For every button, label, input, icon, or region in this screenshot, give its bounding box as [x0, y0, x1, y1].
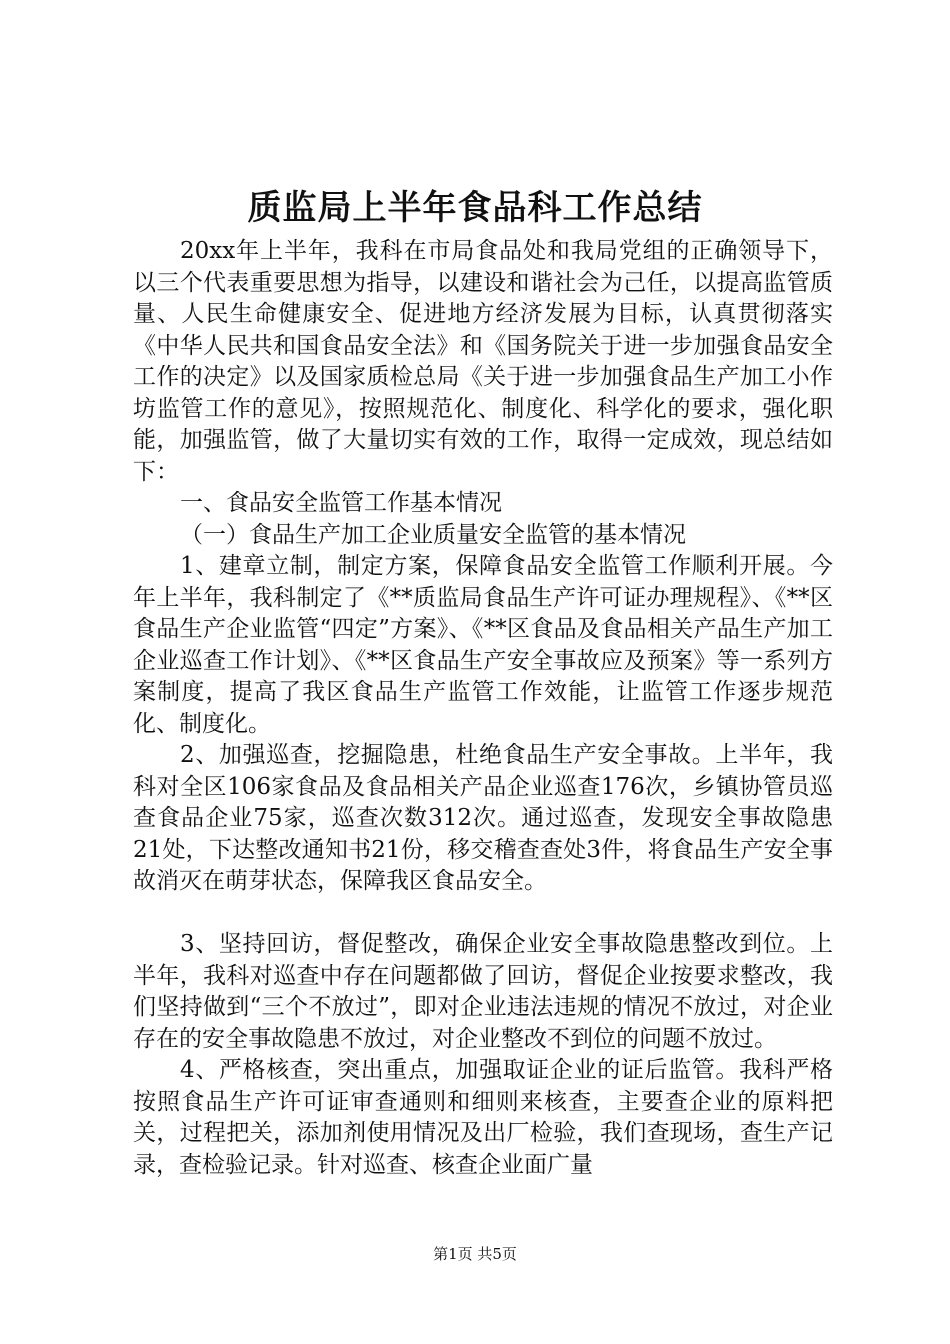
section-heading: 一、食品安全监管工作基本情况	[180, 490, 502, 516]
paragraph-intro: 20xx年上半年，我科在市局食品处和我局党组的正确领导下，以三个代表重要思想为指导，以建设和谐社会为己任，以提高监管质量、人民生命健康安全、促进地方经济发展为目标，认真贯彻落实《中华人民共和国食品安全法》和《国务院关于进一步加强食品安全工作的决定》以及国家质检总局《关于进一步加强食品生产加工小作坊监管工作的意见》，按照规范化、制度化、科学化的要求，强化职能，加强监管，做了大量切实有效的工作，取得一定成效，现总结如下：	[133, 238, 833, 485]
paragraph-item-2: 2、加强巡查，挖掘隐患，杜绝食品生产安全事故。上半年，我科对全区106家食品及食品相关产品企业巡查176次，乡镇协管员巡查食品企业75家，巡查次数312次。通过巡查，发现安全事故隐患21处，下达整改通知书21份，移交稽查查处3件，将食品生产安全事故消灭在萌芽状态，保障我区食品安全。	[133, 742, 833, 894]
page-footer: 第1页 共5页	[433, 1245, 517, 1263]
paragraph-spacer	[133, 898, 833, 930]
paragraph-item-3: 3、坚持回访，督促整改，确保企业安全事故隐患整改到位。上半年，我科对巡查中存在问题都做了回访，督促企业按要求整改，我们坚持做到“三个不放过”，即对企业违法违规的情况不放过，对企业存在的安全事故隐患不放过，对企业整改不到位的问题不放过。	[133, 931, 833, 1052]
paragraph-item-4: 4、严格核查，突出重点，加强取证企业的证后监管。我科严格按照食品生产许可证审查通则和细则来核查，主要查企业的原料把关，过程把关，添加剂使用情况及出厂检验，我们查现场，查生产记录，查检验记录。针对巡查、核查企业面广量	[133, 1057, 833, 1178]
paragraph-item-1: 1、建章立制，制定方案，保障食品安全监管工作顺利开展。今年上半年，我科制定了《**质监局食品生产许可证办理规程》、《**区食品生产企业监管“四定”方案》、《**区食品及食品相关产品生产加工企业巡查工作计划》、《**区食品生产安全事故应及预案》等一系列方案制度，提高了我区食品生产监管工作效能，让监管工作逐步规范化、制度化。	[133, 553, 833, 737]
document-title: 质监局上半年食品科工作总结	[247, 188, 703, 228]
subsection-heading: （一）食品生产加工企业质量安全监管的基本情况	[180, 521, 686, 548]
document-body	[133, 236, 833, 1181]
